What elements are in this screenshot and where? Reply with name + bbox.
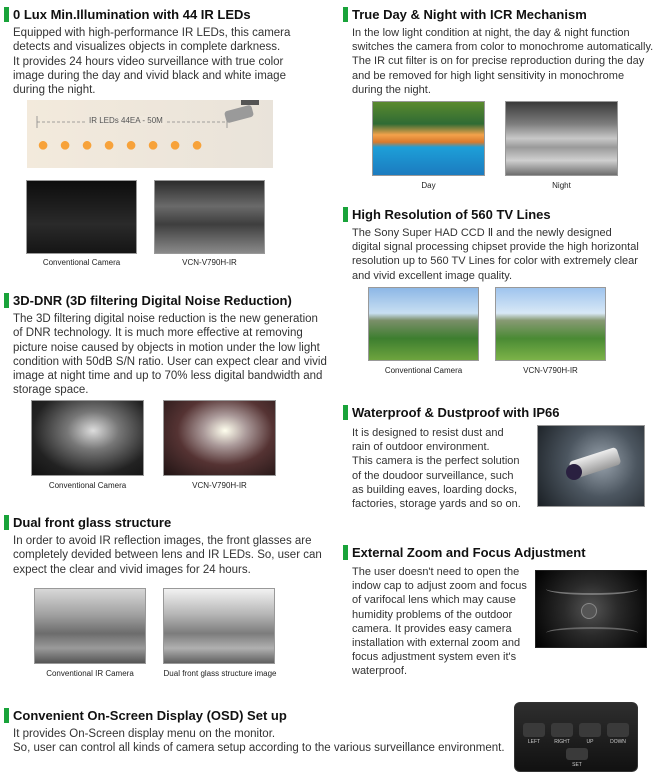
conventional-camera-photo [31, 400, 144, 476]
section-dnr [4, 292, 327, 398]
knob-ring [546, 627, 638, 639]
osd-label-right: RIGHT [554, 739, 570, 745]
text-line: The Sony Super HAD CCD Ⅱ and the newly designed [352, 227, 612, 239]
osd-control-panel [514, 702, 638, 772]
photo-caption: Dual front glass structure image [163, 669, 277, 678]
section-title: True Day & Night with ICR Mechanism [343, 6, 658, 23]
person-icon: ● [169, 134, 182, 156]
text-line: and be removed for high light sensitivity in monochrome [352, 69, 625, 82]
night-photo [505, 101, 618, 176]
photo-caption: Day [421, 181, 436, 190]
section-lux [4, 6, 324, 97]
osd-button-left [523, 723, 545, 737]
text-line: installation with external zoom and [352, 637, 521, 650]
screw-icon [581, 603, 597, 619]
knob-ring [546, 583, 638, 595]
section-title: Dual front glass structure [4, 514, 324, 531]
section-title: 0 Lux Min.Illumination with 44 IR LEDs [4, 6, 324, 23]
high-res-camera-photo [495, 287, 606, 361]
text-line: Equipped with high-performance IR LEDs, this camera [13, 27, 291, 39]
text-line: In order to avoid IR reflection images, the front glasses are [13, 535, 312, 547]
text-line: during the night. [352, 83, 431, 96]
text-line: and vivid excellent image quality. [352, 269, 512, 282]
text-line: rain of outdoor environment. [352, 441, 490, 454]
osd-button-down [607, 723, 629, 737]
text-line: detects and visualizes objects in complete darkness. [13, 41, 281, 54]
camera-lens [566, 464, 582, 480]
photo-caption: Conventional Camera [42, 258, 121, 267]
photo-caption: VCN-V790H-IR [523, 366, 578, 375]
section-glass [4, 514, 324, 577]
person-icon: ● [81, 134, 94, 156]
text-line: of the doudoor surveillance, such [352, 469, 514, 482]
text-line: image at night time and up to 70% less digital bandwidth and [13, 370, 323, 383]
person-icon: ● [191, 134, 204, 156]
conventional-camera-photo [26, 180, 137, 254]
text-line: completely devided between lens and IR LEDs. So, user can [13, 549, 322, 562]
section-title: 3D-DNR (3D filtering Digital Noise Reduction) [4, 292, 324, 309]
dual-glass-photo [163, 588, 275, 664]
person-icon: ● [59, 134, 72, 156]
person-icon: ● [37, 134, 50, 156]
text-line: focus adjustment system even it's [352, 651, 517, 664]
conventional-ir-camera-photo [34, 588, 146, 664]
section-resolution [343, 206, 658, 283]
text-line: indow cap to adjust zoom and focus [352, 580, 527, 593]
waterproof-camera-photo [537, 425, 645, 507]
ir-camera-photo [163, 400, 276, 476]
text-line: camera. It provides easy camera [352, 622, 512, 635]
osd-label-left: LEFT [527, 739, 541, 745]
text-line: waterproof. [352, 665, 408, 678]
text-line: The user doesn't need to open the [352, 566, 520, 578]
text-line: picture noise caused by objects in motion under the low light [13, 341, 320, 354]
text-line: switches the camera from color to monochrome automatically. [352, 41, 654, 54]
zoom-focus-photo [535, 570, 647, 648]
section-title: External Zoom and Focus Adjustment [343, 544, 658, 561]
section-title: Waterproof & Dustproof with IP66 [343, 404, 658, 421]
ir-range-label: IR LEDs 44EA - 50M [89, 116, 163, 125]
text-line: humidity problems of the outdoor [352, 608, 513, 621]
section-title: High Resolution of 560 TV Lines [343, 206, 658, 223]
text-line: factories, storage yards and so on. [352, 498, 521, 511]
section-osd [4, 707, 504, 756]
section-icr [343, 6, 658, 97]
text-line: as building eaves, loarding docks, [352, 483, 518, 496]
conventional-camera-photo [368, 287, 479, 361]
text-line: The IR cut filter is on for precise reproduction during the day [352, 55, 645, 68]
person-icon: ● [125, 134, 138, 156]
text-line: resolution up to 560 TV Lines for color with extremely clear [352, 255, 638, 268]
person-icon: ● [103, 134, 116, 156]
osd-label-down: DOWN [610, 739, 626, 745]
photo-caption: Conventional Camera [384, 366, 463, 375]
camera-bracket [241, 100, 259, 105]
text-line: digital signal processing chipset provide the high horizontal [352, 241, 639, 254]
text-line: storage space. [13, 384, 89, 397]
text-line: of varifocal lens which may cause [352, 594, 516, 607]
text-line: The 3D filtering digital noise reduction is the new generation [13, 313, 318, 325]
osd-button-set [566, 748, 588, 760]
day-photo [372, 101, 485, 176]
osd-button-up [579, 723, 601, 737]
text-line: image during the day and vivid black and white image [13, 69, 286, 82]
text-line: So, user can control all kinds of camera setup according to the various surveillance environment. [13, 742, 505, 755]
text-line: expect the clear and vivid images for 24 hours. [13, 563, 251, 576]
osd-button-right [551, 723, 573, 737]
photo-caption: VCN-V790H-IR [182, 258, 237, 267]
photo-caption: Conventional Camera [48, 481, 127, 490]
text-line: This camera is the perfect solution [352, 455, 520, 468]
text-line: of DNR technology. It is much more effective at removing [13, 327, 303, 340]
ir-camera-photo [154, 180, 265, 254]
photo-caption: VCN-V790H-IR [192, 481, 247, 490]
photo-caption: Night [552, 181, 571, 190]
photo-caption: Conventional IR Camera [46, 669, 134, 678]
osd-label-up: UP [586, 739, 594, 745]
ir-led-diagram [27, 100, 273, 168]
person-icon: ● [147, 134, 160, 156]
text-line: It is designed to resist dust and [352, 427, 504, 439]
text-line: condition with 50dB S/N ratio. User can expect clear and vivid [13, 355, 327, 368]
text-line: In the low light condition at night, the day & night function [352, 27, 630, 39]
section-title: Convenient On-Screen Display (OSD) Set up [4, 707, 504, 724]
text-line: It provides 24 hours video surveillance with true color [13, 55, 284, 68]
osd-label-set: SET [572, 762, 582, 768]
text-line: during the night. [13, 84, 96, 97]
text-line: It provides On-Screen display menu on the monitor. [13, 728, 276, 740]
